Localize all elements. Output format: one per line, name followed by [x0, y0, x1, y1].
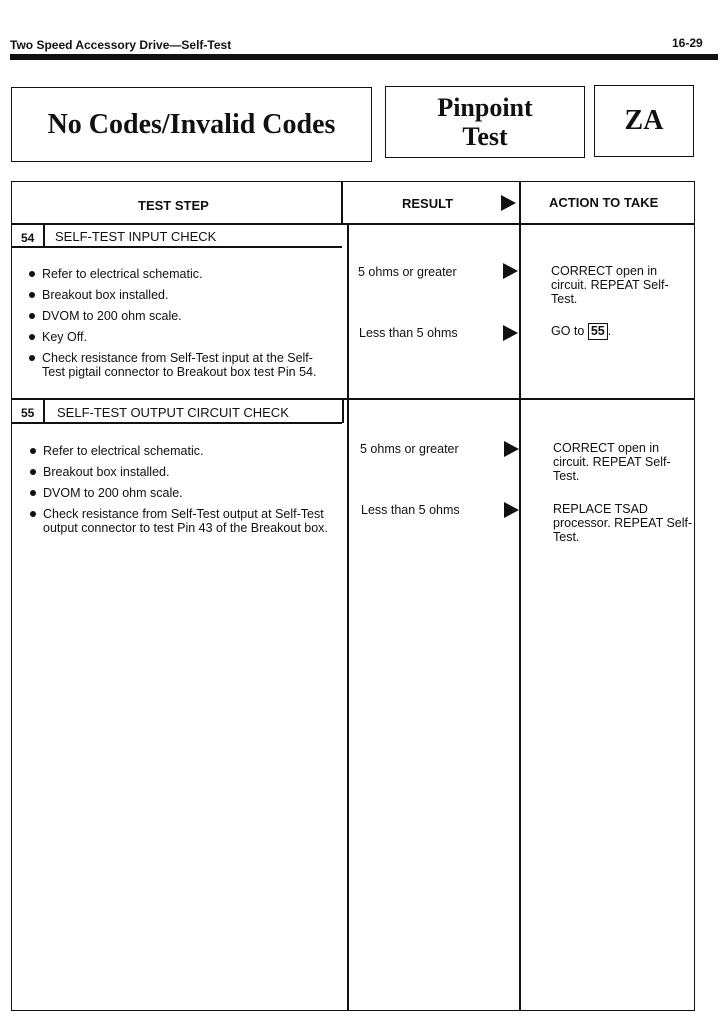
- step-number: 55: [21, 406, 35, 420]
- step-54-title-rule: [11, 246, 342, 248]
- pinpoint-test-box: [385, 86, 585, 158]
- right-triangle-arrow-icon: [501, 195, 516, 211]
- column-header-test-step: TEST STEP: [138, 198, 209, 213]
- step-number: 54: [21, 231, 35, 245]
- test-title-box: [11, 87, 372, 162]
- step-number-divider: [43, 224, 45, 247]
- action-text: CORRECT open in circuit. REPEAT Self-Test.: [553, 441, 671, 483]
- list-item: Refer to electrical schematic.: [27, 267, 332, 281]
- list-item: Refer to electrical schematic.: [28, 444, 333, 458]
- action-goto: [551, 323, 671, 340]
- step-separator-rule: [11, 398, 695, 400]
- result-text: Less than 5 ohms: [359, 326, 458, 340]
- right-triangle-arrow-icon: [504, 502, 519, 518]
- list-item: Check resistance from Self-Test output at Self-Test output connector to test Pin 43 of the Breakout box.: [28, 507, 333, 535]
- header-row-rule: [11, 223, 695, 225]
- step-55-instructions: [28, 444, 333, 542]
- step-54-instructions: [27, 267, 332, 386]
- column-divider-step-top: [341, 182, 343, 224]
- test-code-box: [594, 85, 694, 157]
- column-divider-result: [519, 182, 521, 1011]
- column-header-result: RESULT: [402, 196, 454, 211]
- list-item: Breakout box installed.: [27, 288, 332, 302]
- right-triangle-arrow-icon: [503, 263, 518, 279]
- action-suffix: .: [607, 324, 612, 338]
- right-triangle-arrow-icon: [504, 441, 519, 457]
- column-header-action: ACTION TO TAKE: [549, 195, 659, 210]
- test-code: ZA: [624, 105, 664, 136]
- list-item: DVOM to 200 ohm scale.: [27, 309, 332, 323]
- result-text: 5 ohms or greater: [360, 442, 459, 456]
- result-text: 5 ohms or greater: [358, 265, 457, 279]
- step-55-title-rule: [11, 422, 342, 424]
- action-text: REPLACE TSAD processor. REPEAT Self-Test.: [553, 502, 693, 544]
- test-label: Test: [462, 122, 508, 151]
- list-item: DVOM to 200 ohm scale.: [28, 486, 333, 500]
- list-item: Key Off.: [27, 330, 332, 344]
- step-number-divider: [43, 399, 45, 423]
- page-number: 16-29: [672, 36, 703, 50]
- step-title: SELF-TEST OUTPUT CIRCUIT CHECK: [57, 405, 289, 420]
- action-prefix: GO to: [551, 324, 585, 338]
- list-item: Check resistance from Self-Test input at the Self-Test pigtail connector to Breakout box test Pin 54.: [27, 351, 332, 379]
- section-title: Two Speed Accessory Drive—Self-Test: [10, 38, 232, 52]
- step-reference-box: 55: [588, 323, 608, 340]
- right-triangle-arrow-icon: [503, 325, 518, 341]
- result-text: Less than 5 ohms: [361, 503, 460, 517]
- header-rule: [10, 54, 718, 60]
- action-text: CORRECT open in circuit. REPEAT Self-Test.: [551, 264, 669, 306]
- test-title: No Codes/Invalid Codes: [47, 108, 336, 140]
- step-55-title-box-edge: [342, 398, 344, 423]
- column-divider-step: [347, 224, 349, 1011]
- step-title: SELF-TEST INPUT CHECK: [55, 229, 217, 244]
- list-item: Breakout box installed.: [28, 465, 333, 479]
- pinpoint-label: Pinpoint: [437, 93, 533, 122]
